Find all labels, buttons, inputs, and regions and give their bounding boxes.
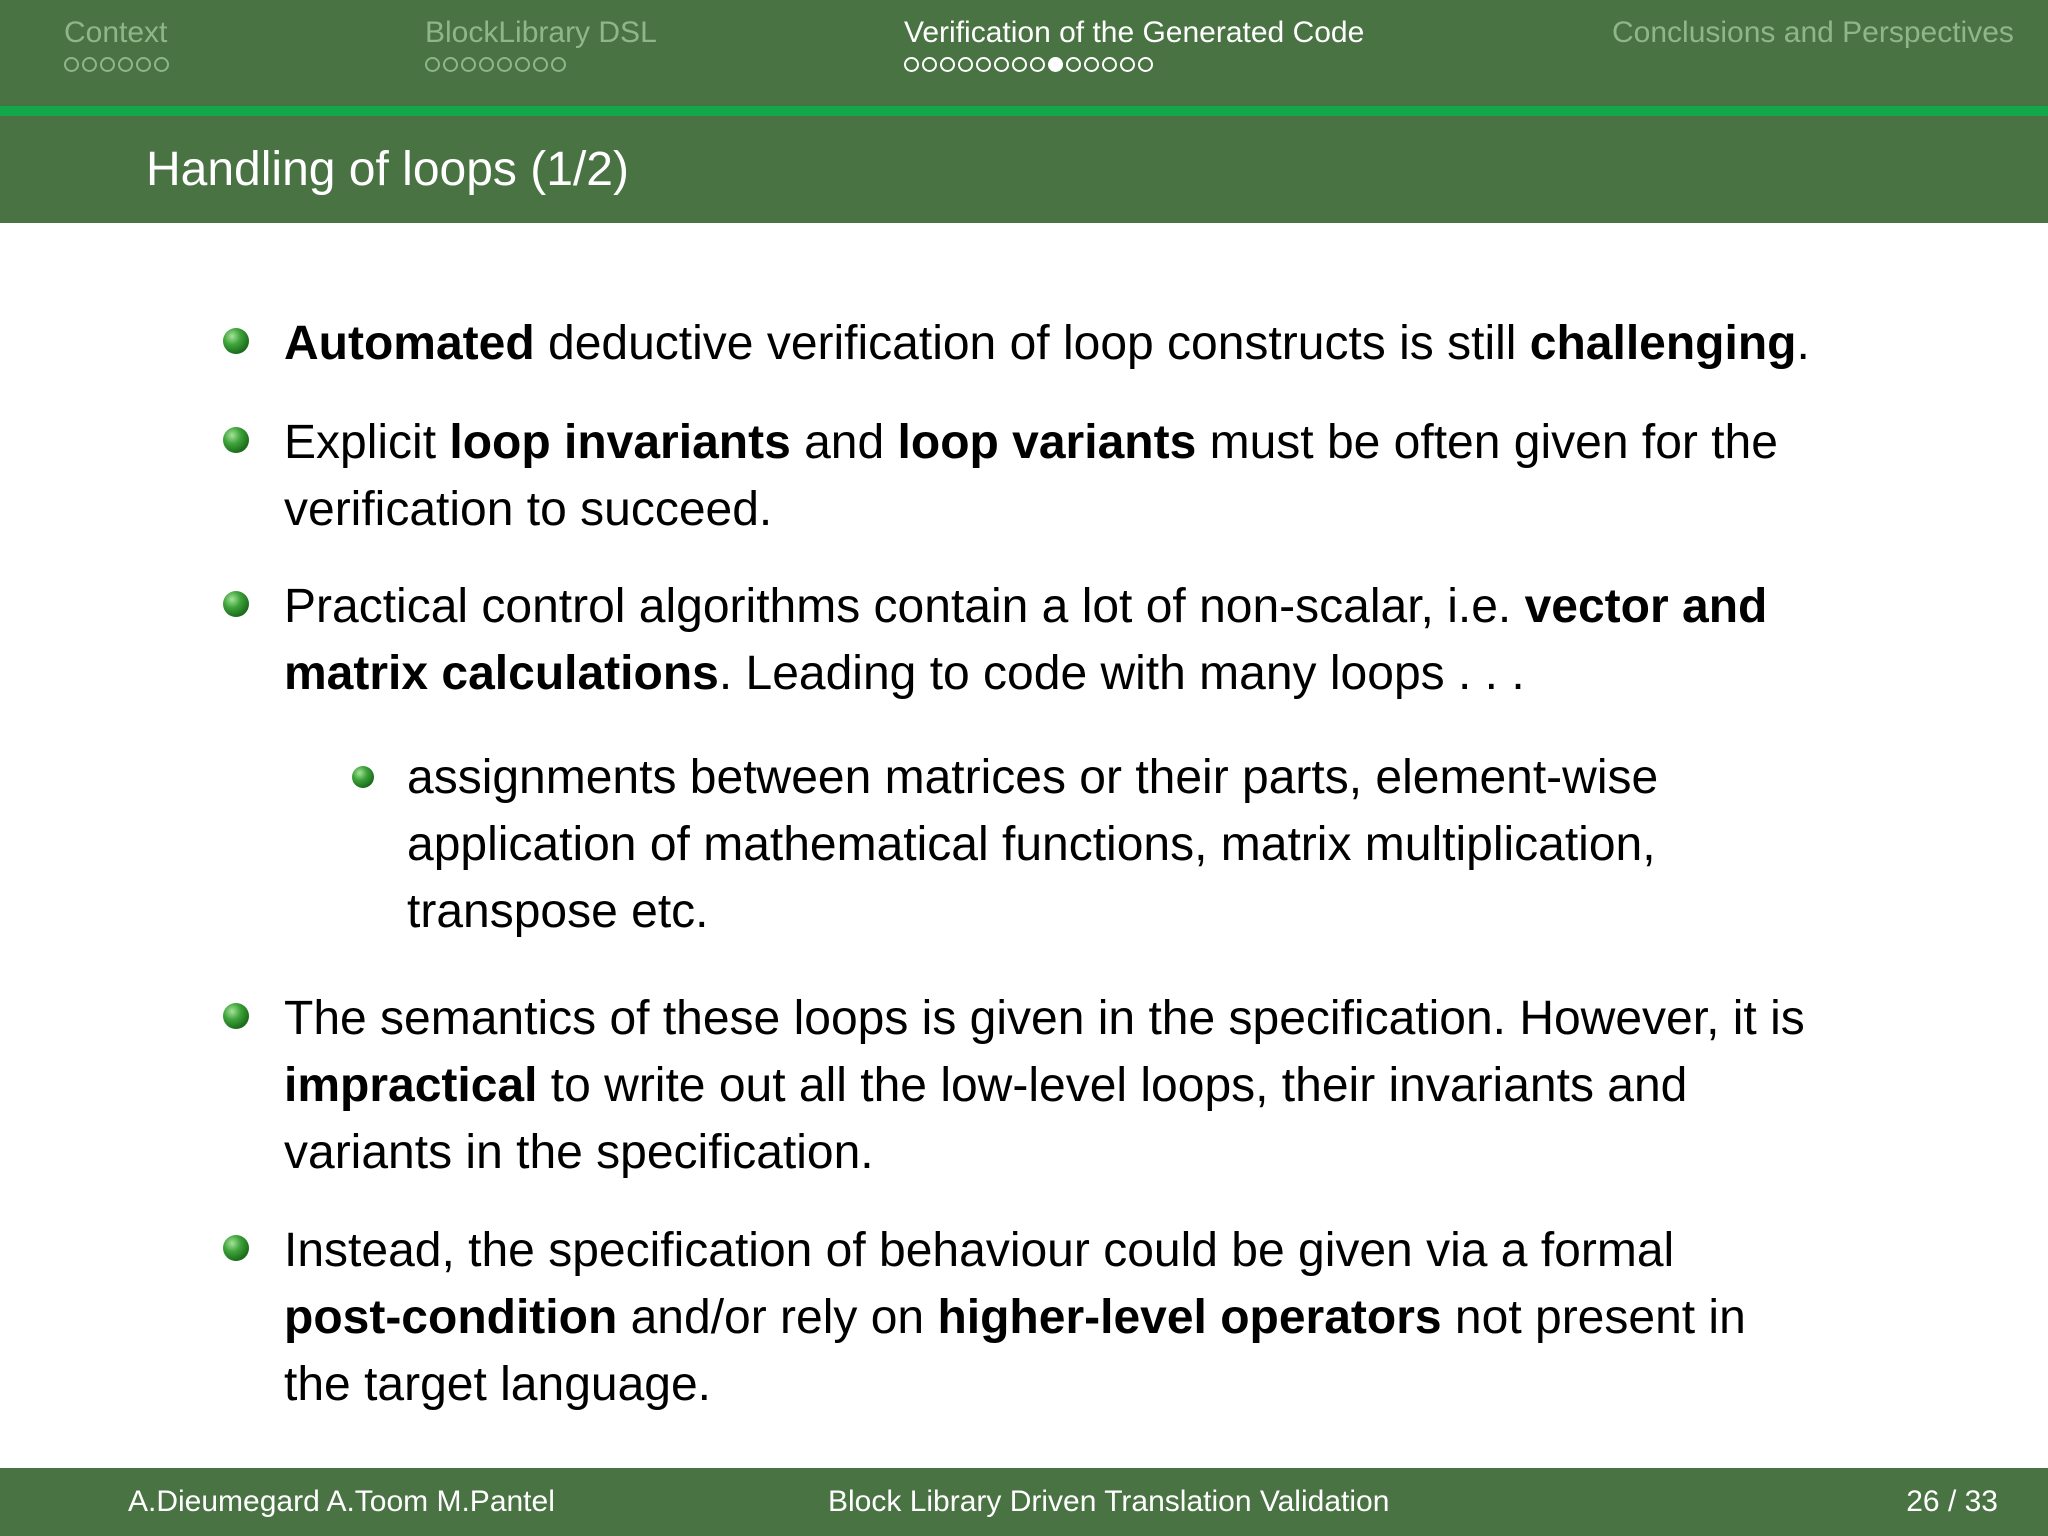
- nav-dot[interactable]: [1102, 57, 1117, 72]
- nav-section-conclusions[interactable]: [1612, 14, 2014, 79]
- nav-dot[interactable]: [64, 57, 79, 72]
- nav-title-conclusions[interactable]: Conclusions and Perspectives: [1612, 16, 2014, 49]
- footer-talk-title: Block Library Driven Translation Validation: [828, 1485, 1390, 1518]
- nav-dot[interactable]: [1138, 57, 1153, 72]
- sub-bullet-text: assignments between matrices or their parts, element-wise application of mathematical functions, matrix multiplication, transpose etc.: [407, 751, 1659, 938]
- accent-bar: [0, 106, 2048, 116]
- bullet-text: The semantics of these loops is given in the specification. However, it is impractical to write out all the low-level loops, their invariants and variants in the specification.: [284, 992, 1805, 1179]
- bullet-text: Instead, the specification of behaviour could be given via a formal post-condition and/or rely on higher-level operators not present in the target language.: [284, 1224, 1746, 1411]
- nav-title-verification[interactable]: Verification of the Generated Code: [904, 16, 1365, 49]
- nav-dot[interactable]: [1120, 57, 1135, 72]
- nav-title-context[interactable]: Context: [64, 16, 168, 49]
- nav-section-blocklibrary-dsl[interactable]: [425, 14, 657, 79]
- nav-dot[interactable]: [1066, 57, 1081, 72]
- nav-dot[interactable]: [136, 57, 151, 72]
- nav-dot[interactable]: [994, 57, 1009, 72]
- slide-content: [0, 223, 2048, 1468]
- bullet-ball-icon: [223, 1003, 249, 1029]
- nav-dot[interactable]: [82, 57, 97, 72]
- nav-dot[interactable]: [1084, 57, 1099, 72]
- nav-dots-context: [64, 57, 172, 79]
- nav-dot[interactable]: [940, 57, 955, 72]
- bullet-text: Practical control algorithms contain a lot of non-scalar, i.e. vector and matrix calculations. Leading to code with many loops . . .: [284, 580, 1768, 700]
- nav-section-verification[interactable]: [904, 14, 1364, 79]
- bullet-text: Explicit loop invariants and loop variants must be often given for the verification to succeed.: [284, 416, 1778, 536]
- nav-dot[interactable]: [1030, 57, 1045, 72]
- nav-dot-current[interactable]: [1048, 57, 1063, 72]
- nav-dot[interactable]: [922, 57, 937, 72]
- nav-dot[interactable]: [497, 57, 512, 72]
- nav-dots-blocklibrary-dsl: [425, 57, 657, 79]
- nav-dot[interactable]: [958, 57, 973, 72]
- frame-title: Handling of loops (1/2): [146, 143, 629, 196]
- bullet-ball-icon: [223, 427, 249, 453]
- nav-dots-verification: [904, 57, 1364, 79]
- nav-dot[interactable]: [461, 57, 476, 72]
- nav-title-blocklibrary-dsl[interactable]: BlockLibrary DSL: [425, 16, 657, 49]
- bullet-ball-icon: [223, 1235, 249, 1261]
- nav-dot[interactable]: [479, 57, 494, 72]
- nav-dot[interactable]: [425, 57, 440, 72]
- top-navigation: [0, 0, 2048, 106]
- nav-dot[interactable]: [904, 57, 919, 72]
- bullet-text: Automated deductive verification of loop constructs is still challenging.: [284, 317, 1810, 370]
- nav-dot[interactable]: [1012, 57, 1027, 72]
- nav-dot[interactable]: [533, 57, 548, 72]
- nav-dot[interactable]: [976, 57, 991, 72]
- footer-page-number: 26 / 33: [1906, 1485, 1998, 1518]
- footer-authors: A.Dieumegard A.Toom M.Pantel: [128, 1485, 555, 1518]
- nav-dot[interactable]: [100, 57, 115, 72]
- nav-dot[interactable]: [515, 57, 530, 72]
- frame-title-bar: [0, 116, 2048, 223]
- nav-dot[interactable]: [551, 57, 566, 72]
- nav-section-context[interactable]: [64, 14, 172, 79]
- nav-dot[interactable]: [154, 57, 169, 72]
- nav-dot[interactable]: [443, 57, 458, 72]
- bullet-ball-icon: [223, 591, 249, 617]
- bullet-ball-icon: [223, 328, 249, 354]
- sub-bullet-ball-icon: [352, 766, 374, 788]
- nav-dots-conclusions: [1612, 57, 2014, 79]
- nav-dot[interactable]: [118, 57, 133, 72]
- footer-bar: [0, 1468, 2048, 1536]
